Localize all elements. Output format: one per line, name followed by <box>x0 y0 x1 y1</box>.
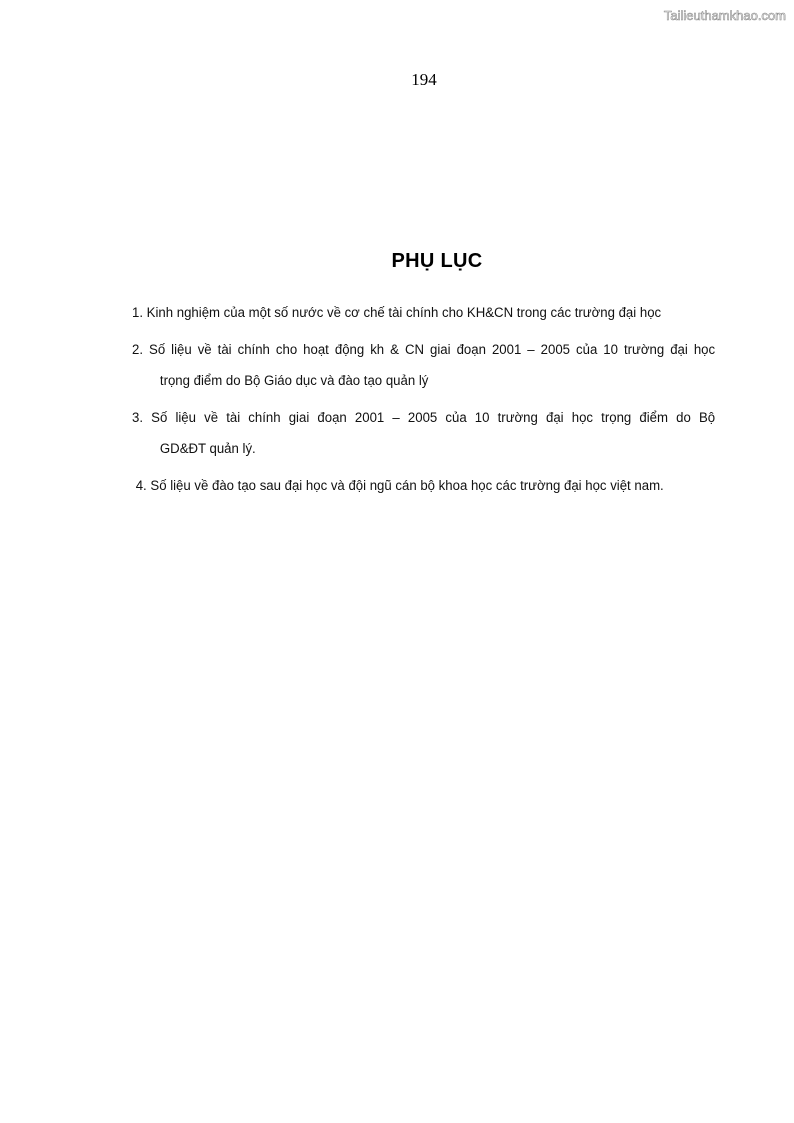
watermark: Tailieuthamkhao.com <box>663 8 786 23</box>
list-item-text: 1. Kinh nghiệm của một số nước về cơ chế tài chính cho KH&CN trong các trường đại học <box>132 305 662 321</box>
page-number: 194 <box>411 70 437 89</box>
appendix-list <box>132 298 715 508</box>
list-item-text: 3. Số liệu về tài chính giai đoạn 2001 – 2005 của 10 trường đại học trọng điểm do Bộ <box>132 410 716 426</box>
page-title: PHỤ LỤC <box>391 250 483 272</box>
list-item-text: 2. Số liệu về tài chính cho hoạt động kh & CN giai đoạn 2001 – 2005 của 10 trường đại học <box>132 342 716 358</box>
list-item-continuation: trọng điểm do Bộ Giáo dục và đào tạo quản lý <box>159 373 429 389</box>
list-item-continuation: GD&ĐT quản lý. <box>159 441 256 457</box>
list-item-text: 4. Số liệu về đào tạo sau đại học và đội ngũ cán bộ khoa học các trường đại học việt nam. <box>135 478 664 494</box>
list-item <box>132 298 715 329</box>
list-item <box>132 335 715 397</box>
list-item <box>132 471 715 502</box>
list-item <box>132 403 715 465</box>
